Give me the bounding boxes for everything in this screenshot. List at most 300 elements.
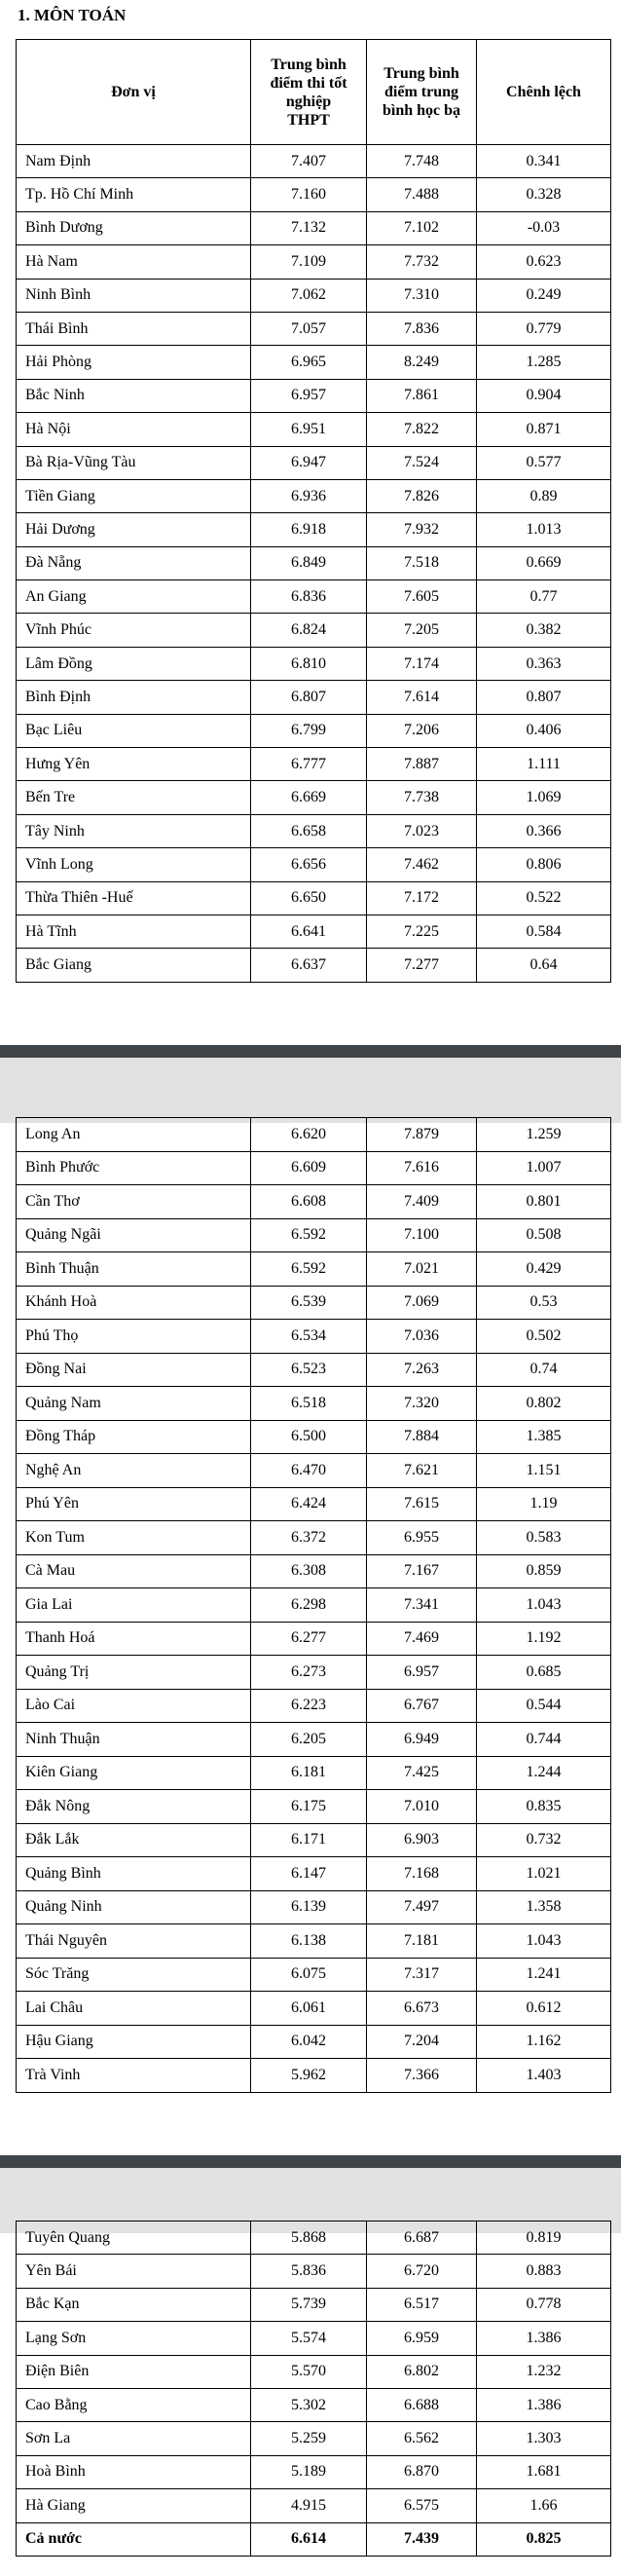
unit-cell: Cà Mau [17, 1554, 251, 1588]
score-table-part-3 [16, 2221, 611, 2557]
difference-cell: 1.358 [477, 1890, 611, 1924]
thpt-score-cell: 6.918 [251, 513, 367, 546]
table-total-row [17, 2522, 611, 2556]
hocba-score-cell: 7.409 [367, 1185, 477, 1219]
unit-cell: Hà Nam [17, 245, 251, 279]
hocba-score-cell: 7.932 [367, 513, 477, 546]
table-row [17, 2388, 611, 2421]
thpt-score-cell: 6.641 [251, 915, 367, 948]
thpt-score-cell: 6.061 [251, 1992, 367, 2026]
hocba-score-cell: 6.720 [367, 2255, 477, 2288]
difference-cell: 0.77 [477, 580, 611, 614]
difference-cell: 0.807 [477, 681, 611, 714]
difference-cell: 1.244 [477, 1756, 611, 1790]
table-row [17, 178, 611, 211]
unit-cell: Hải Dương [17, 513, 251, 546]
hocba-score-cell: 7.614 [367, 681, 477, 714]
table-row [17, 2489, 611, 2522]
thpt-score-cell: 6.620 [251, 1118, 367, 1152]
difference-cell: 0.583 [477, 1521, 611, 1555]
hocba-score-cell: 6.802 [367, 2355, 477, 2388]
table-row [17, 681, 611, 714]
unit-cell: Đắk Nông [17, 1790, 251, 1824]
hocba-score-cell: 6.673 [367, 1992, 477, 2026]
hocba-score-cell: 7.317 [367, 1958, 477, 1992]
table-row [17, 1487, 611, 1521]
hocba-score-cell: 7.439 [367, 2522, 477, 2556]
hocba-score-cell: 7.488 [367, 178, 477, 211]
unit-cell: Nam Định [17, 145, 251, 178]
unit-cell: Hưng Yên [17, 748, 251, 781]
hocba-score-cell: 6.949 [367, 1723, 477, 1757]
hocba-score-cell: 6.562 [367, 2422, 477, 2455]
unit-cell: Bình Dương [17, 211, 251, 244]
thpt-score-cell: 6.277 [251, 1622, 367, 1656]
unit-cell: Cần Thơ [17, 1185, 251, 1219]
thpt-score-cell: 5.868 [251, 2221, 367, 2255]
hocba-score-cell: 7.263 [367, 1353, 477, 1387]
difference-cell: 0.577 [477, 446, 611, 479]
difference-cell: 1.403 [477, 2059, 611, 2093]
difference-cell: -0.03 [477, 211, 611, 244]
hocba-score-cell: 7.822 [367, 413, 477, 446]
table-row [17, 1958, 611, 1992]
thpt-score-cell: 6.965 [251, 346, 367, 379]
unit-cell: Quảng Trị [17, 1656, 251, 1690]
difference-cell: 0.508 [477, 1218, 611, 1252]
hocba-score-cell: 7.469 [367, 1622, 477, 1656]
difference-cell: 0.802 [477, 1387, 611, 1421]
thpt-score-cell: 6.273 [251, 1656, 367, 1690]
thpt-score-cell: 6.171 [251, 1823, 367, 1857]
unit-cell: Bắc Ninh [17, 379, 251, 412]
hocba-score-cell: 7.615 [367, 1487, 477, 1521]
unit-cell: Đồng Nai [17, 1353, 251, 1387]
unit-cell: Hà Tĩnh [17, 915, 251, 948]
unit-cell: Kon Tum [17, 1521, 251, 1555]
thpt-score-cell: 6.523 [251, 1353, 367, 1387]
hocba-score-cell: 6.870 [367, 2455, 477, 2488]
thpt-score-cell: 6.298 [251, 1588, 367, 1623]
unit-cell: Tuyên Quang [17, 2221, 251, 2255]
thpt-score-cell: 6.500 [251, 1420, 367, 1454]
difference-cell: 1.021 [477, 1857, 611, 1891]
difference-cell: 1.007 [477, 1151, 611, 1185]
table-row [17, 346, 611, 379]
thpt-score-cell: 5.189 [251, 2455, 367, 2488]
unit-cell: Thái Nguyên [17, 1924, 251, 1959]
unit-cell: An Giang [17, 580, 251, 614]
difference-cell: 0.89 [477, 479, 611, 512]
unit-cell: Thừa Thiên -Huế [17, 881, 251, 915]
unit-cell: Điện Biên [17, 2355, 251, 2388]
unit-cell: Long An [17, 1118, 251, 1152]
unit-cell: Bà Rịa-Vũng Tàu [17, 446, 251, 479]
thpt-score-cell: 6.669 [251, 781, 367, 814]
thpt-score-cell: 7.057 [251, 312, 367, 345]
unit-cell: Hải Phòng [17, 346, 251, 379]
table-row [17, 379, 611, 412]
table-row [17, 211, 611, 244]
thpt-score-cell: 6.824 [251, 614, 367, 647]
hocba-score-cell: 7.732 [367, 245, 477, 279]
table-row [17, 2288, 611, 2321]
difference-cell: 0.685 [477, 1656, 611, 1690]
thpt-score-cell: 6.836 [251, 580, 367, 614]
hocba-score-cell: 6.767 [367, 1689, 477, 1723]
unit-cell: Tiền Giang [17, 479, 251, 512]
thpt-score-cell: 6.223 [251, 1689, 367, 1723]
table-row [17, 1185, 611, 1219]
hocba-score-cell: 7.102 [367, 211, 477, 244]
difference-cell: 0.363 [477, 647, 611, 680]
hocba-score-cell: 6.517 [367, 2288, 477, 2321]
difference-cell: 0.382 [477, 614, 611, 647]
hocba-score-cell: 6.955 [367, 1521, 477, 1555]
difference-cell: 0.778 [477, 2288, 611, 2321]
unit-cell: Bắc Kạn [17, 2288, 251, 2321]
thpt-score-cell: 6.372 [251, 1521, 367, 1555]
thpt-score-cell: 6.042 [251, 2025, 367, 2059]
table-row [17, 1252, 611, 1287]
difference-cell: 0.429 [477, 1252, 611, 1287]
section-title: 1. MÔN TOÁN [18, 6, 127, 24]
hocba-score-cell: 7.310 [367, 279, 477, 312]
table-row [17, 1992, 611, 2026]
thpt-score-cell: 6.139 [251, 1890, 367, 1924]
unit-cell: Quảng Nam [17, 1387, 251, 1421]
difference-cell: 1.013 [477, 513, 611, 546]
unit-cell: Bến Tre [17, 781, 251, 814]
thpt-score-cell: 6.592 [251, 1252, 367, 1287]
header-thpt-line-1: Trung bình [271, 56, 347, 73]
table-row [17, 1924, 611, 1959]
hocba-score-cell: 7.518 [367, 546, 477, 579]
difference-cell: 1.232 [477, 2355, 611, 2388]
difference-cell: 1.681 [477, 2455, 611, 2488]
difference-cell: 0.623 [477, 245, 611, 279]
thpt-score-cell: 6.592 [251, 1218, 367, 1252]
difference-cell: 0.341 [477, 145, 611, 178]
unit-cell: Bình Thuận [17, 1252, 251, 1287]
thpt-score-cell: 5.836 [251, 2255, 367, 2288]
thpt-score-cell: 6.777 [251, 748, 367, 781]
thpt-score-cell: 6.614 [251, 2522, 367, 2556]
thpt-score-cell: 6.075 [251, 1958, 367, 1992]
thpt-score-cell: 6.810 [251, 647, 367, 680]
hocba-score-cell: 8.249 [367, 346, 477, 379]
difference-cell: 0.502 [477, 1320, 611, 1354]
hocba-score-cell: 7.021 [367, 1252, 477, 1287]
thpt-score-cell: 6.539 [251, 1286, 367, 1320]
table-row [17, 614, 611, 647]
header-thpt-score [251, 40, 367, 145]
header-hocba-line-1: Trung bình [384, 65, 459, 82]
unit-cell: Phú Thọ [17, 1320, 251, 1354]
table-row [17, 1454, 611, 1488]
unit-cell: Lạng Sơn [17, 2322, 251, 2355]
table-row [17, 513, 611, 546]
table-row [17, 145, 611, 178]
hocba-score-cell: 7.497 [367, 1890, 477, 1924]
hocba-score-cell: 7.206 [367, 714, 477, 747]
difference-cell: 0.732 [477, 1823, 611, 1857]
table-row [17, 1656, 611, 1690]
hocba-score-cell: 7.861 [367, 379, 477, 412]
header-thpt-line-3: nghiệp [285, 93, 332, 110]
table-row [17, 647, 611, 680]
hocba-score-cell: 7.887 [367, 748, 477, 781]
unit-cell: Đà Nẵng [17, 546, 251, 579]
difference-cell: 0.904 [477, 379, 611, 412]
thpt-score-cell: 7.132 [251, 211, 367, 244]
hocba-score-cell: 7.225 [367, 915, 477, 948]
thpt-score-cell: 6.138 [251, 1924, 367, 1959]
hocba-score-cell: 7.010 [367, 1790, 477, 1824]
unit-cell: Hà Giang [17, 2489, 251, 2522]
unit-cell: Lâm Đồng [17, 647, 251, 680]
table-row [17, 479, 611, 512]
difference-cell: 0.744 [477, 1723, 611, 1757]
difference-cell: 1.043 [477, 1924, 611, 1959]
difference-cell: 0.328 [477, 178, 611, 211]
difference-cell: 1.19 [477, 1487, 611, 1521]
unit-cell: Thái Bình [17, 312, 251, 345]
unit-cell: Sóc Trăng [17, 1958, 251, 1992]
unit-cell: Quảng Ngãi [17, 1218, 251, 1252]
thpt-score-cell: 6.470 [251, 1454, 367, 1488]
thpt-score-cell: 6.951 [251, 413, 367, 446]
difference-cell: 0.825 [477, 2522, 611, 2556]
difference-cell: 0.522 [477, 881, 611, 915]
table-row [17, 546, 611, 579]
thpt-score-cell: 6.175 [251, 1790, 367, 1824]
hocba-score-cell: 7.181 [367, 1924, 477, 1959]
difference-cell: 0.544 [477, 1689, 611, 1723]
table-row [17, 949, 611, 982]
hocba-score-cell: 7.100 [367, 1218, 477, 1252]
difference-cell: 1.303 [477, 2422, 611, 2455]
header-unit: Đơn vị [17, 40, 251, 145]
table-row [17, 2455, 611, 2488]
thpt-score-cell: 6.936 [251, 479, 367, 512]
header-hocba-score [367, 40, 477, 145]
thpt-score-cell: 5.302 [251, 2388, 367, 2421]
thpt-score-cell: 6.637 [251, 949, 367, 982]
unit-cell: Gia Lai [17, 1588, 251, 1623]
table-row [17, 2255, 611, 2288]
table-row [17, 2059, 611, 2093]
hocba-score-cell: 7.168 [367, 1857, 477, 1891]
unit-cell: Hậu Giang [17, 2025, 251, 2059]
header-thpt-line-4: THPT [287, 111, 330, 129]
difference-cell: 0.835 [477, 1790, 611, 1824]
hocba-score-cell: 7.879 [367, 1118, 477, 1152]
table-row [17, 2322, 611, 2355]
unit-cell: Trà Vinh [17, 2059, 251, 2093]
header-hocba-line-2: điểm trung [384, 84, 458, 100]
thpt-score-cell: 5.259 [251, 2422, 367, 2455]
hocba-score-cell: 7.605 [367, 580, 477, 614]
difference-cell: 1.043 [477, 1588, 611, 1623]
hocba-score-cell: 7.884 [367, 1420, 477, 1454]
difference-cell: 0.859 [477, 1554, 611, 1588]
table-row [17, 1622, 611, 1656]
difference-cell: 1.285 [477, 346, 611, 379]
table-row [17, 279, 611, 312]
table-row [17, 1790, 611, 1824]
hocba-score-cell: 7.836 [367, 312, 477, 345]
difference-cell: 0.883 [477, 2255, 611, 2288]
unit-cell: Yên Bái [17, 2255, 251, 2288]
difference-cell: 0.584 [477, 915, 611, 948]
hocba-score-cell: 7.277 [367, 949, 477, 982]
thpt-score-cell: 6.308 [251, 1554, 367, 1588]
thpt-score-cell: 5.570 [251, 2355, 367, 2388]
table-row [17, 881, 611, 915]
hocba-score-cell: 6.959 [367, 2322, 477, 2355]
difference-cell: 1.162 [477, 2025, 611, 2059]
unit-cell: Lào Cai [17, 1689, 251, 1723]
table-row [17, 714, 611, 747]
table-row [17, 1823, 611, 1857]
table-row [17, 1353, 611, 1387]
table-row [17, 1118, 611, 1152]
hocba-score-cell: 7.462 [367, 848, 477, 881]
hocba-score-cell: 6.957 [367, 1656, 477, 1690]
hocba-score-cell: 7.826 [367, 479, 477, 512]
score-table-part-1 [16, 39, 611, 983]
table-row [17, 814, 611, 847]
difference-cell: 1.66 [477, 2489, 611, 2522]
difference-cell: 0.249 [477, 279, 611, 312]
hocba-score-cell: 7.167 [367, 1554, 477, 1588]
difference-cell: 1.151 [477, 1454, 611, 1488]
unit-cell: Khánh Hoà [17, 1286, 251, 1320]
unit-cell: Hoà Bình [17, 2455, 251, 2488]
table-row [17, 1588, 611, 1623]
unit-cell: Quảng Bình [17, 1857, 251, 1891]
difference-cell: 0.74 [477, 1353, 611, 1387]
hocba-score-cell: 6.688 [367, 2388, 477, 2421]
difference-cell: 1.192 [477, 1622, 611, 1656]
hocba-score-cell: 7.748 [367, 145, 477, 178]
hocba-score-cell: 6.575 [367, 2489, 477, 2522]
table-row [17, 848, 611, 881]
unit-cell: Bắc Giang [17, 949, 251, 982]
difference-cell: 0.806 [477, 848, 611, 881]
table-row [17, 1756, 611, 1790]
table-row [17, 1890, 611, 1924]
difference-cell: 0.669 [477, 546, 611, 579]
thpt-score-cell: 6.205 [251, 1723, 367, 1757]
header-hocba-line-3: bình học bạ [382, 102, 461, 119]
unit-cell: Vĩnh Phúc [17, 614, 251, 647]
table-row [17, 1723, 611, 1757]
difference-cell: 0.406 [477, 714, 611, 747]
thpt-score-cell: 7.109 [251, 245, 367, 279]
unit-cell: Phú Yên [17, 1487, 251, 1521]
table-row [17, 1286, 611, 1320]
unit-cell: Sơn La [17, 2422, 251, 2455]
difference-cell: 0.801 [477, 1185, 611, 1219]
table-row [17, 2355, 611, 2388]
table-row [17, 781, 611, 814]
thpt-score-cell: 5.739 [251, 2288, 367, 2321]
thpt-score-cell: 5.962 [251, 2059, 367, 2093]
difference-cell: 0.871 [477, 413, 611, 446]
hocba-score-cell: 7.738 [367, 781, 477, 814]
hocba-score-cell: 7.172 [367, 881, 477, 915]
unit-cell: Cao Bằng [17, 2388, 251, 2421]
table-row [17, 2422, 611, 2455]
difference-cell: 1.111 [477, 748, 611, 781]
table-row [17, 1151, 611, 1185]
hocba-score-cell: 6.903 [367, 1823, 477, 1857]
difference-cell: 0.612 [477, 1992, 611, 2026]
header-difference: Chênh lệch [477, 40, 611, 145]
difference-cell: 0.779 [477, 312, 611, 345]
unit-cell: Đắk Lắk [17, 1823, 251, 1857]
table-header-row [17, 40, 611, 145]
thpt-score-cell: 6.609 [251, 1151, 367, 1185]
table-row [17, 446, 611, 479]
unit-cell: Ninh Thuận [17, 1723, 251, 1757]
unit-cell: Kiên Giang [17, 1756, 251, 1790]
unit-cell: Lai Châu [17, 1992, 251, 2026]
hocba-score-cell: 7.616 [367, 1151, 477, 1185]
thpt-score-cell: 6.947 [251, 446, 367, 479]
table-row [17, 2025, 611, 2059]
unit-cell: Bạc Liêu [17, 714, 251, 747]
thpt-score-cell: 6.534 [251, 1320, 367, 1354]
thpt-score-cell: 7.062 [251, 279, 367, 312]
table-row [17, 580, 611, 614]
difference-cell: 0.819 [477, 2221, 611, 2255]
unit-cell: Đồng Tháp [17, 1420, 251, 1454]
hocba-score-cell: 7.069 [367, 1286, 477, 1320]
thpt-score-cell: 6.658 [251, 814, 367, 847]
difference-cell: 1.069 [477, 781, 611, 814]
thpt-score-cell: 6.518 [251, 1387, 367, 1421]
table-row [17, 312, 611, 345]
thpt-score-cell: 5.574 [251, 2322, 367, 2355]
header-thpt-line-2: điểm thi tốt [270, 74, 347, 92]
thpt-score-cell: 6.957 [251, 379, 367, 412]
difference-cell: 1.241 [477, 1958, 611, 1992]
difference-cell: 1.385 [477, 1420, 611, 1454]
table-row [17, 1387, 611, 1421]
table-row [17, 2221, 611, 2255]
hocba-score-cell: 7.425 [367, 1756, 477, 1790]
difference-cell: 1.386 [477, 2322, 611, 2355]
hocba-score-cell: 7.036 [367, 1320, 477, 1354]
thpt-score-cell: 6.608 [251, 1185, 367, 1219]
thpt-score-cell: 6.807 [251, 681, 367, 714]
thpt-score-cell: 6.424 [251, 1487, 367, 1521]
table-row [17, 245, 611, 279]
unit-cell: Ninh Bình [17, 279, 251, 312]
unit-cell: Tp. Hồ Chí Minh [17, 178, 251, 211]
difference-cell: 0.64 [477, 949, 611, 982]
hocba-score-cell: 7.366 [367, 2059, 477, 2093]
table-row [17, 1554, 611, 1588]
hocba-score-cell: 7.023 [367, 814, 477, 847]
thpt-score-cell: 6.650 [251, 881, 367, 915]
unit-cell: Quảng Ninh [17, 1890, 251, 1924]
table-row [17, 1521, 611, 1555]
thpt-score-cell: 6.147 [251, 1857, 367, 1891]
